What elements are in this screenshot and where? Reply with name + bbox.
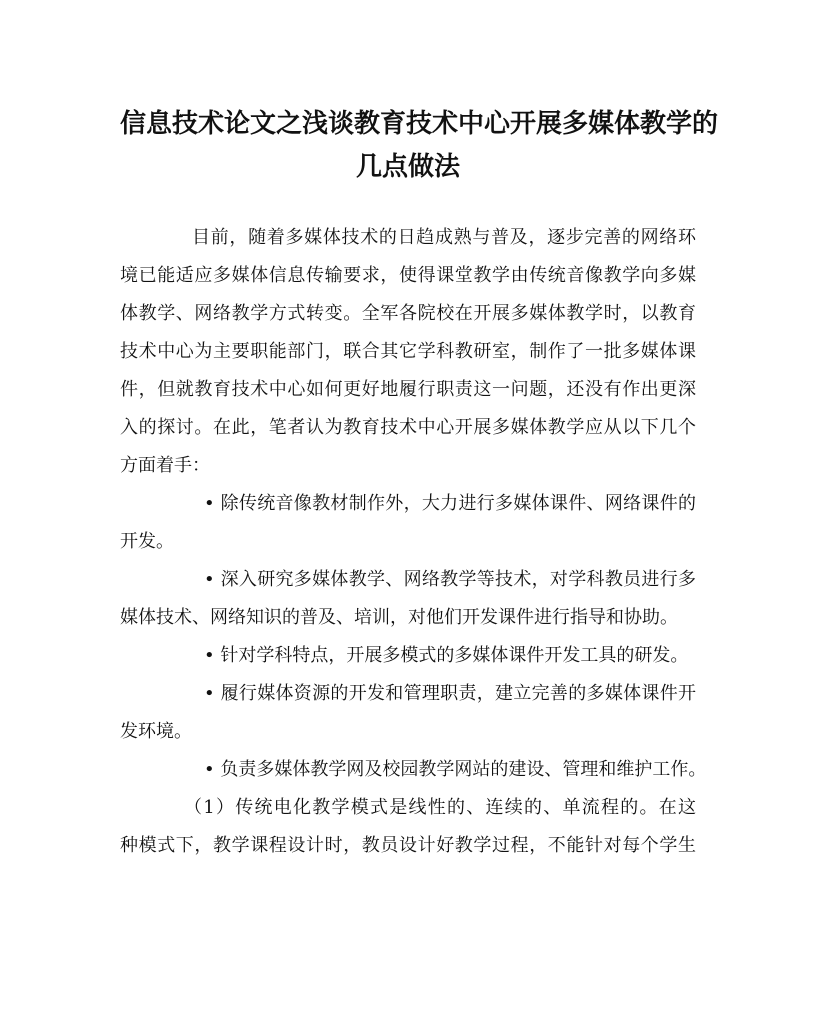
paragraph-1-line-6: 入的探讨。在此，笔者认为教育技术中心开展多媒体教学应从以下几个 [120,417,696,438]
paragraph-1-line-3: 体教学、网络教学方式转变。全军各院校在开展多媒体教学时，以教育 [120,303,696,324]
bullet-3-line-1: • 针对学科特点，开展多模式的多媒体课件开发工具的研发。 [204,645,689,666]
paragraph-1-line-4: 技术中心为主要职能部门，联合其它学科教研室，制作了一批多媒体课 [120,341,696,362]
paragraph-numbered-line-2: 种模式下，教学课程设计时，教员设计好教学过程，不能针对每个学生 [120,835,696,856]
bullet-2-line-1: • 深入研究多媒体教学、网络教学等技术，对学科教员进行多 [204,569,696,590]
paragraph-1-line-7: 方面着手： [120,455,210,476]
bullet-5-line-1: • 负责多媒体教学网及校园教学网站的建设、管理和维护工作。 [204,759,707,780]
bullet-2-line-2: 媒体技术、网络知识的普及、培训，对他们开发课件进行指导和协助。 [120,607,678,628]
paragraph-1-line-5: 件，但就教育技术中心如何更好地履行职责这一问题，还没有作出更深 [120,379,696,400]
paragraph-numbered-line-1: （1）传统电化教学模式是线性的、连续的、单流程的。在这 [184,797,696,818]
bullet-4-line-2: 发环境。 [120,721,192,742]
paragraph-1-line-2: 境已能适应多媒体信息传输要求，使得课堂教学由传统音像教学向多媒 [120,265,696,286]
document-title-line-1: 信息技术论文之浅谈教育技术中心开展多媒体教学的 [120,109,719,139]
bullet-1-line-1: • 除传统音像教材制作外，大力进行多媒体课件、网络课件的 [204,493,696,514]
bullet-1-line-2: 开发。 [120,531,174,552]
document-title-line-2: 几点做法 [355,152,460,182]
paragraph-1-line-1: 目前，随着多媒体技术的日趋成熟与普及，逐步完善的网络环 [192,227,696,248]
bullet-4-line-1: • 履行媒体资源的开发和管理职责，建立完善的多媒体课件开 [204,683,696,704]
